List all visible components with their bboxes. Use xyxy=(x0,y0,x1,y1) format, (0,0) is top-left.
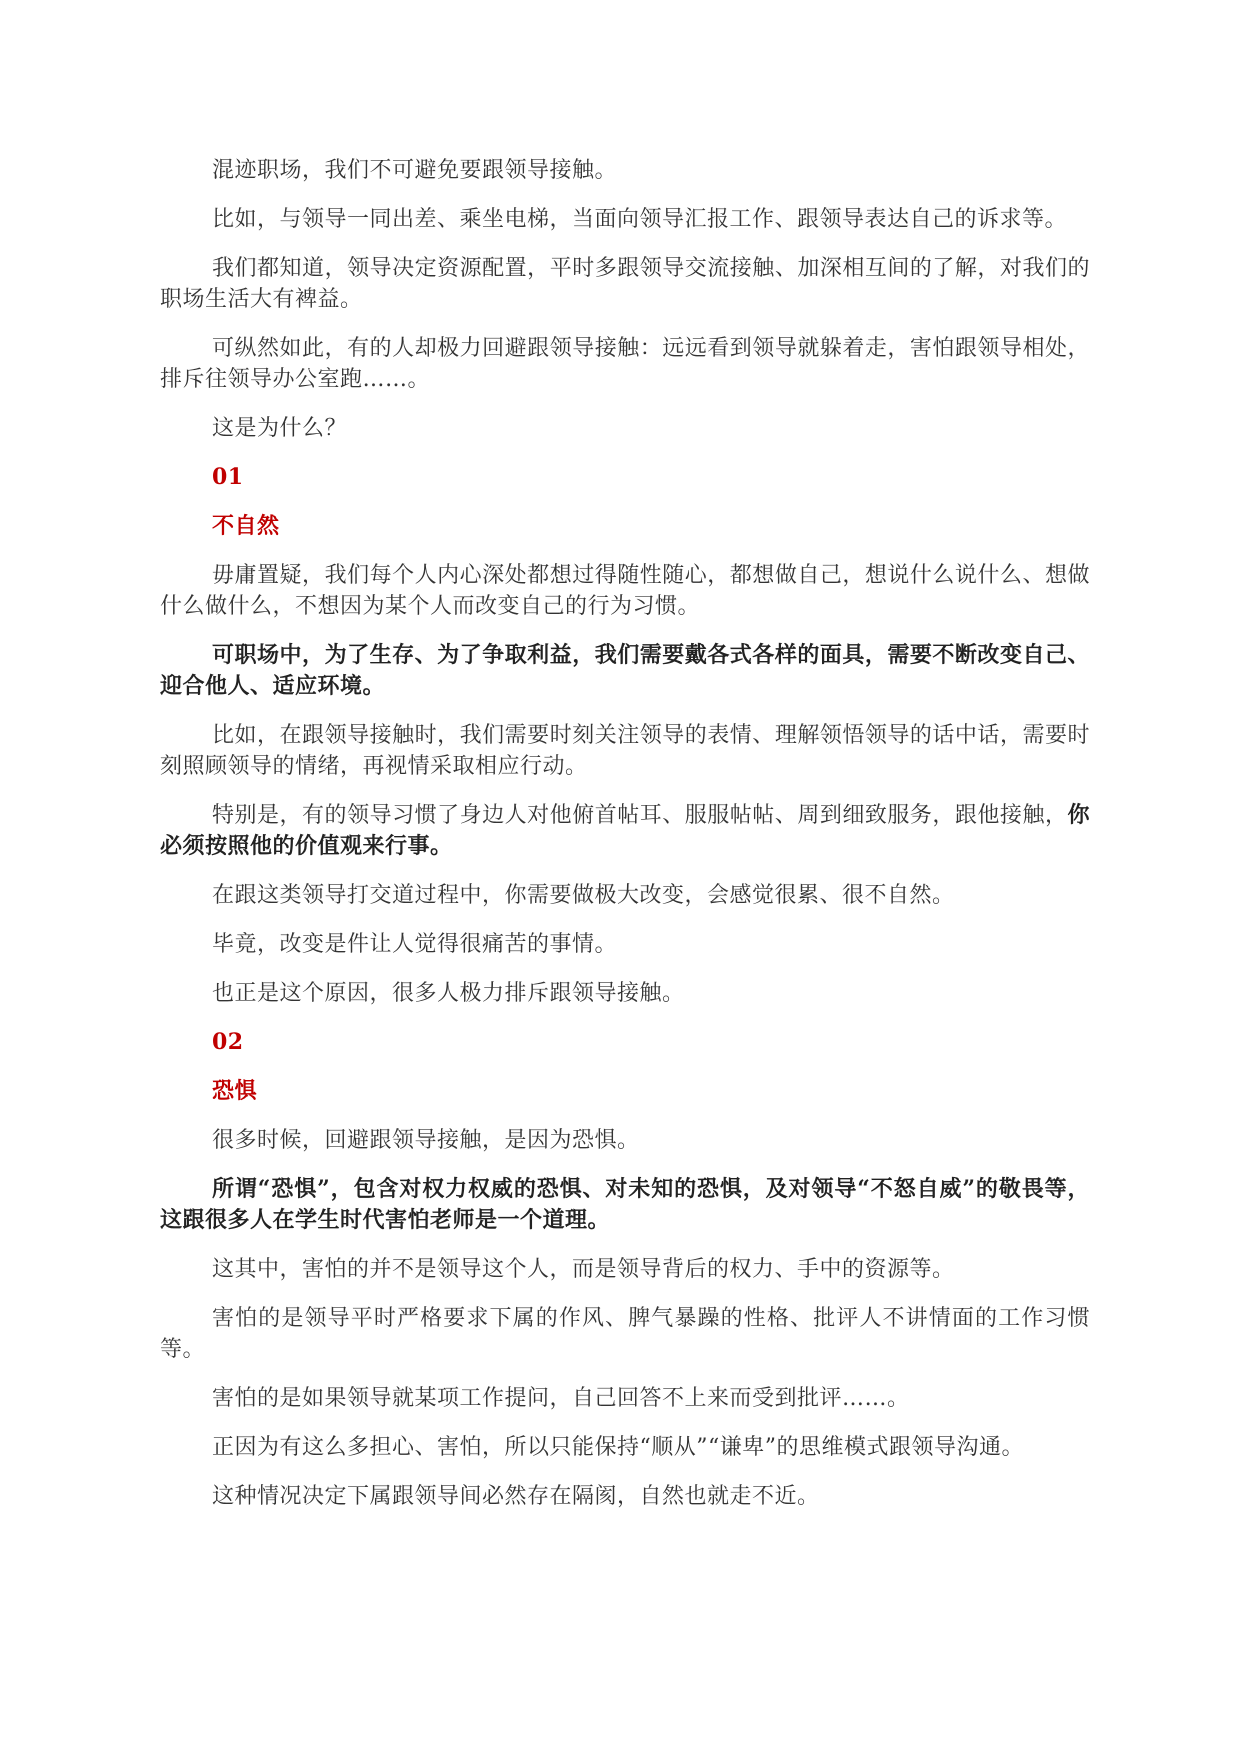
paragraph-example: 比如，与领导一同出差、乘坐电梯，当面向领导汇报工作、跟领导表达自己的诉求等。 xyxy=(212,207,1068,232)
paragraph-leader-habits xyxy=(160,800,1090,862)
paragraph-fear-style: 害怕的是领导平时严格要求下属的作风、脾气暴躁的性格、批评人不讲情面的工作习惯等。 xyxy=(160,1306,1090,1362)
paragraph-leader-habits-emphasis: 你必须按照他的价值观来行事。 xyxy=(160,802,1090,859)
paragraph-reason: 也正是这个原因，很多人极力排斥跟领导接触。 xyxy=(212,981,685,1006)
paragraph-free-will: 毋庸置疑，我们每个人内心深处都想过得随性随心，都想做自己，想说什么说什么、想做什么做什么，不想因为某个人而改变自己的行为习惯。 xyxy=(160,563,1090,619)
paragraph-masks-emphasis: 可职场中，为了生存、为了争取利益，我们需要戴各式各样的面具，需要不断改变自己、迎合他人、适应环境。 xyxy=(160,642,1090,699)
paragraph-avoidance: 可纵然如此，有的人却极力回避跟领导接触：远远看到领导就躲着走，害怕跟领导相处，排斥往领导办公室跑……。 xyxy=(160,336,1090,392)
paragraph-tiring: 在跟这类领导打交道过程中，你需要做极大改变，会感觉很累、很不自然。 xyxy=(212,883,955,908)
paragraph-intro: 混迹职场，我们不可避免要跟领导接触。 xyxy=(212,158,618,183)
section-title-unnatural: 不自然 xyxy=(212,513,280,539)
paragraph-fear-emphasis: 所谓“恐惧”，包含对权力权威的恐惧、对未知的恐惧，及对领导“不怒自威”的敬畏等，这跟很多人在学生时代害怕老师是一个道理。 xyxy=(160,1176,1090,1233)
paragraph-change-painful: 毕竟，改变是件让人觉得很痛苦的事情。 xyxy=(212,932,618,957)
paragraph-attention: 比如，在跟领导接触时，我们需要时刻关注领导的表情、理解领悟领导的话中话，需要时刻照顾领导的情绪，再视情采取相应行动。 xyxy=(160,723,1090,779)
paragraph-fear-questions: 害怕的是如果领导就某项工作提问，自己回答不上来而受到批评……。 xyxy=(212,1386,910,1411)
section-number-02: 02 xyxy=(212,1029,244,1055)
paragraph-fear-power: 这其中，害怕的并不是领导这个人，而是领导背后的权力、手中的资源等。 xyxy=(212,1257,955,1282)
paragraph-leader-habits-text: 特别是，有的领导习惯了身边人对他俯首帖耳、服服帖帖、周到细致服务，跟他接触， xyxy=(212,803,1068,828)
section-number-01: 01 xyxy=(212,464,244,490)
paragraph-benefit: 我们都知道，领导决定资源配置，平时多跟领导交流接触、加深相互间的了解，对我们的职场生活大有裨益。 xyxy=(160,256,1090,312)
section-title-fear: 恐惧 xyxy=(212,1078,258,1104)
paragraph-fear-obedience: 正因为有这么多担心、害怕，所以只能保持“顺从”“谦卑”的思维模式跟领导沟通。 xyxy=(212,1435,1024,1460)
document-body xyxy=(160,155,1090,1530)
paragraph-fear-intro: 很多时候，回避跟领导接触，是因为恐惧。 xyxy=(212,1128,640,1153)
paragraph-fear-gap: 这种情况决定下属跟领导间必然存在隔阂，自然也就走不近。 xyxy=(212,1484,820,1509)
paragraph-question: 这是为什么？ xyxy=(212,416,348,441)
